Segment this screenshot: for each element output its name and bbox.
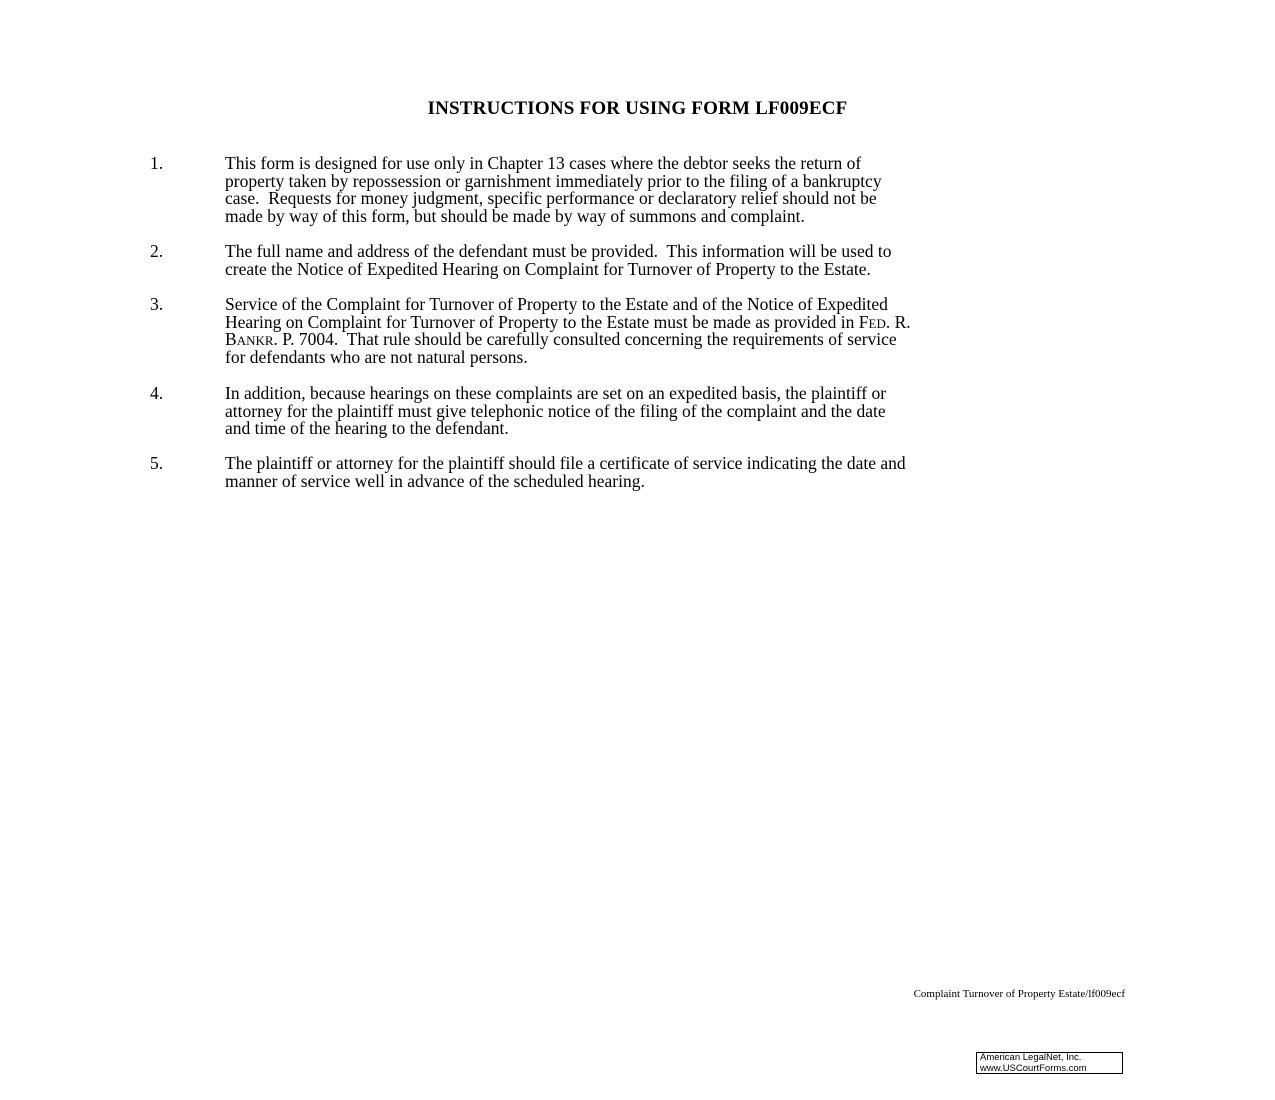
item-line: This form is designed for use only in Chapter 13 cases where the debtor seeks the return of — [225, 153, 862, 173]
item-line: create the Notice of Expedited Hearing on Complaint for Turnover of Property to the Estate. — [225, 258, 871, 279]
item-number: 4. — [150, 383, 164, 403]
citation-bankr: BANKR. — [225, 329, 278, 350]
item-line-text: Hearing on Complaint for Turnover of Property to the Estate must be made as provided in — [225, 311, 855, 332]
item-line: Service of the Complaint for Turnover of Property to the Estate and of the Notice of Expedited — [225, 294, 888, 314]
item-line: made by way of this form, but should be made by way of summons and complaint. — [225, 205, 805, 226]
item-line: property taken by repossession or garnishment immediately prior to the filing of a bankruptcy — [225, 170, 882, 191]
item-number: 3. — [150, 294, 164, 314]
stamp-line-company: American LegalNet, Inc. — [980, 1052, 1082, 1063]
item-line: In addition, because hearings on these complaints are set on an expedited basis, the plaintiff or — [225, 383, 887, 403]
citation-fed: FED. R. — [858, 311, 911, 332]
item-line: attorney for the plaintiff must give telephonic notice of the filing of the complaint and the date — [225, 400, 886, 421]
stamp-line-website: www.USCourtForms.com — [980, 1062, 1087, 1074]
item-line: The full name and address of the defendant must be provided. This information will be used to — [225, 241, 892, 261]
item-line-text: P. 7004. That rule should be carefully consulted concerning the requirements of service — [282, 329, 897, 350]
item-line: for defendants who are not natural persons. — [225, 346, 528, 367]
item-number: 2. — [150, 241, 164, 261]
publisher-stamp — [976, 1052, 1123, 1074]
item-line: case. Requests for money judgment, specific performance or declaratory relief should not be — [225, 188, 877, 209]
item-line: manner of service well in advance of the scheduled hearing. — [225, 470, 645, 491]
form-reference: Complaint Turnover of Property Estate/lf009ecf — [913, 988, 1125, 1000]
item-line: The plaintiff or attorney for the plaintiff should file a certificate of service indicating the date and — [225, 453, 906, 473]
page-title: INSTRUCTIONS FOR USING FORM LF009ECF — [427, 98, 848, 119]
item-number: 5. — [150, 453, 164, 473]
item-line: and time of the hearing to the defendant. — [225, 418, 509, 439]
item-number: 1. — [150, 153, 164, 173]
